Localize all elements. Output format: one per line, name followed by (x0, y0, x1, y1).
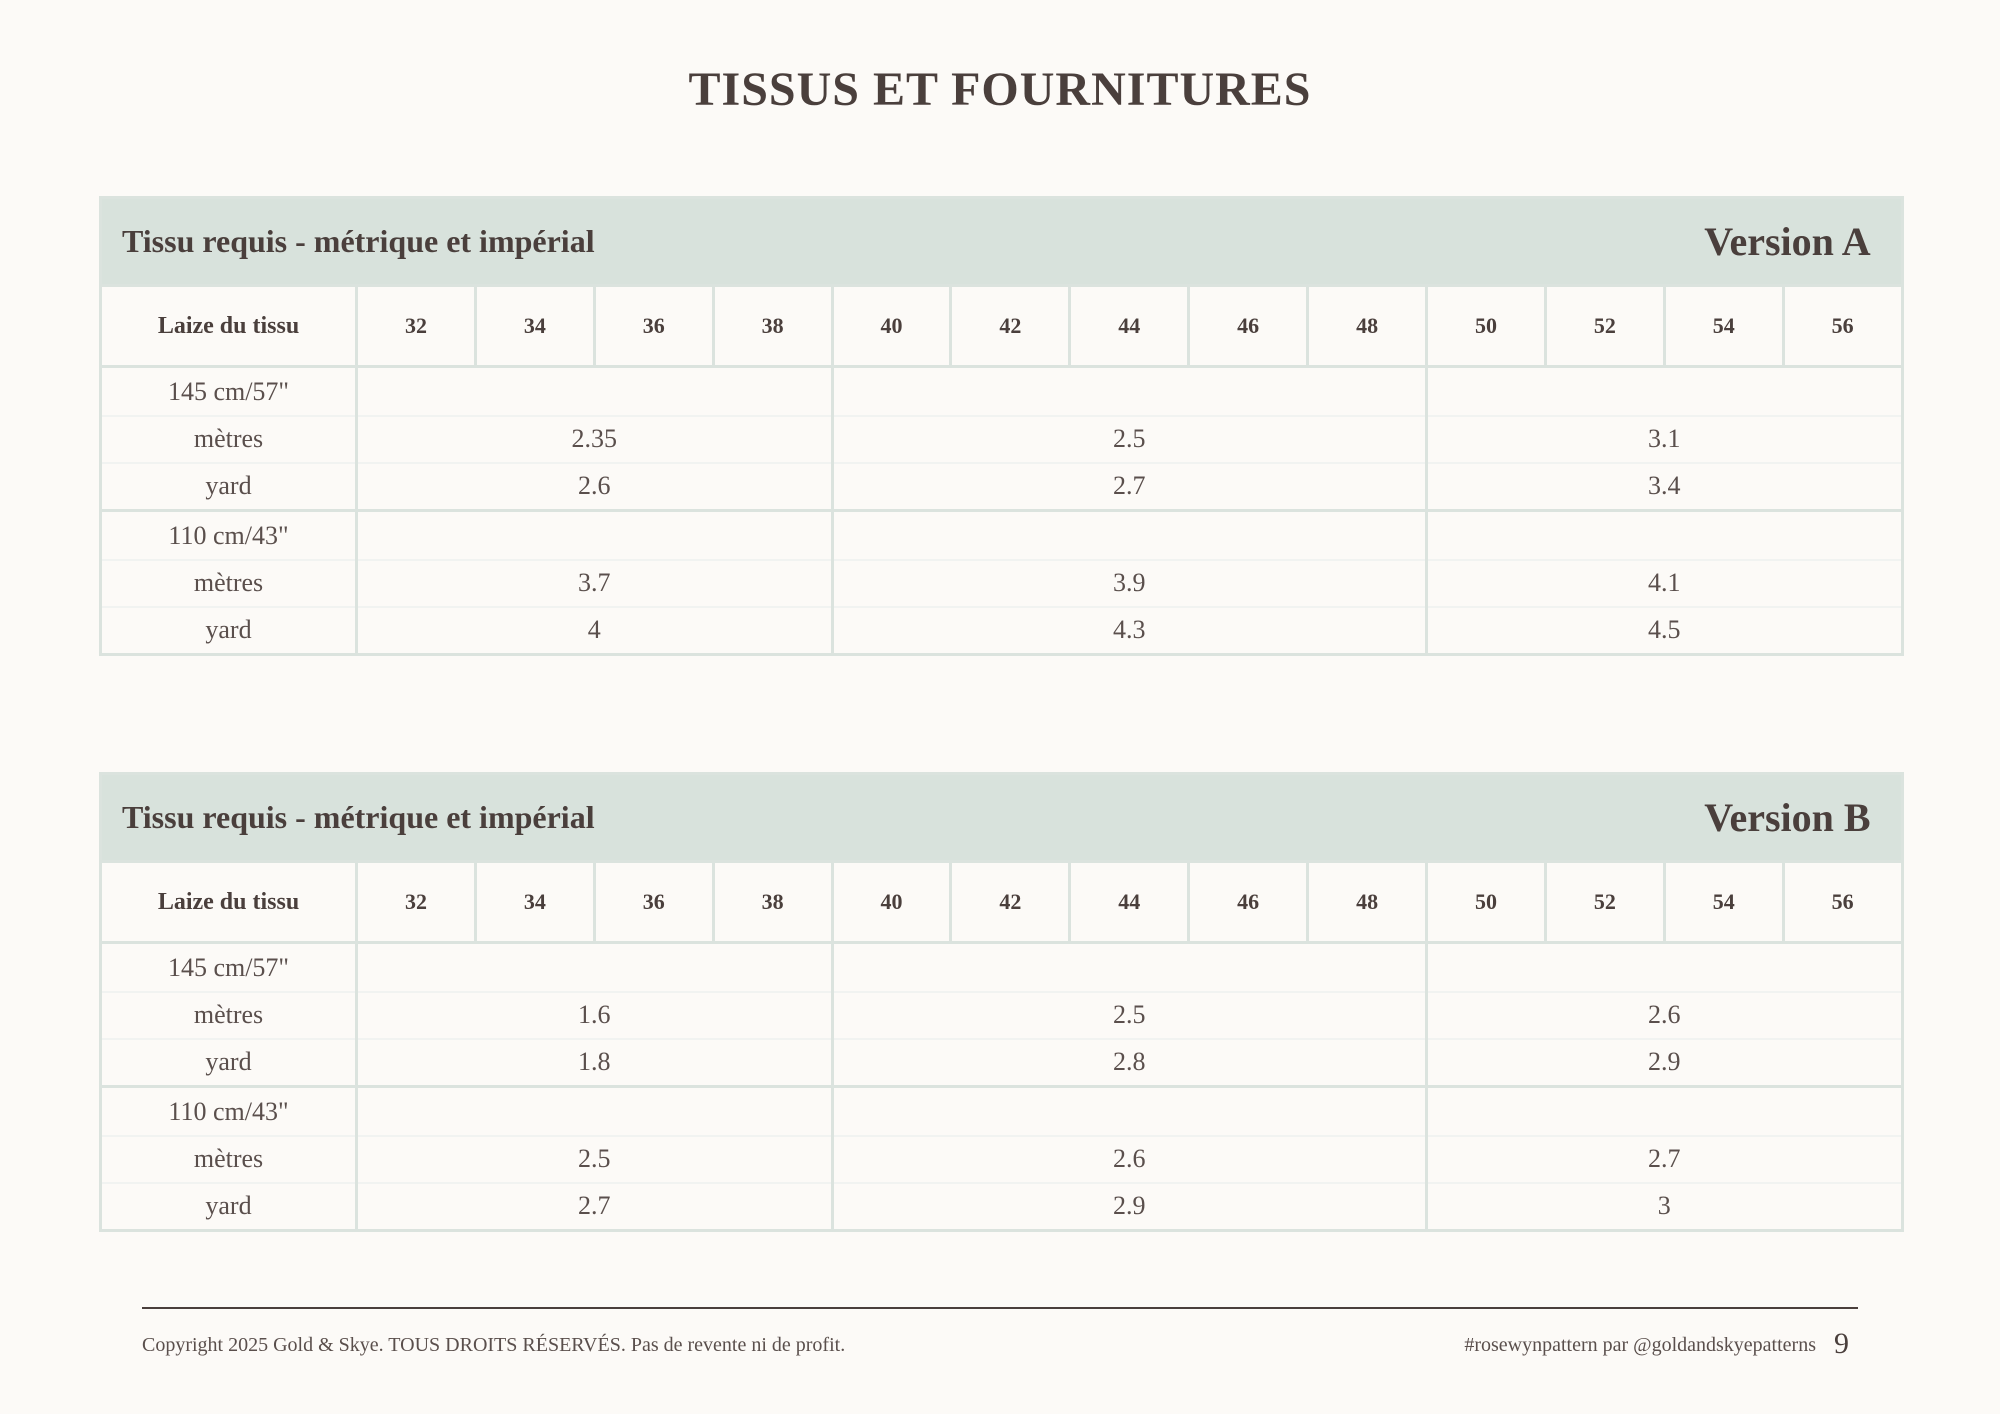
footer-copyright: Copyright 2025 Gold & Skye. TOUS DROITS RÉSERVÉS. Pas de revente ni de profit. (142, 1334, 846, 1356)
value-cell: 3.4 (1427, 462, 1903, 511)
yard-row (101, 606, 1903, 655)
value-cell: 4 (357, 606, 833, 655)
value-cell: 2.9 (1427, 1038, 1903, 1087)
value-cell: 3.7 (357, 559, 833, 606)
size-header-cell: 52 (1545, 862, 1664, 943)
page-number: 9 (1834, 1327, 1849, 1360)
size-header-cell: 46 (1189, 286, 1308, 367)
size-header-cell: 50 (1427, 286, 1546, 367)
value-cell: 2.5 (832, 415, 1426, 462)
fabric-width-row (101, 943, 1903, 992)
table-banner-title: Tissu requis - métrique et impérial (122, 223, 595, 259)
size-header-cell: 50 (1427, 862, 1546, 943)
value-cell: 2.6 (832, 1135, 1426, 1182)
value-cell: 2.8 (832, 1038, 1426, 1087)
unit-label: mètres (101, 991, 357, 1038)
laize-header: Laize du tissu (101, 862, 357, 943)
size-header-cell: 48 (1308, 862, 1427, 943)
value-cell: 4.3 (832, 606, 1426, 655)
unit-label: yard (101, 462, 357, 511)
unit-label: yard (101, 1182, 357, 1231)
size-header-cell: 52 (1545, 286, 1664, 367)
value-cell: 1.8 (357, 1038, 833, 1087)
unit-label: mètres (101, 559, 357, 606)
size-header-cell: 44 (1070, 286, 1189, 367)
size-header-cell: 48 (1308, 286, 1427, 367)
fabric-table-version-a (99, 196, 1904, 656)
metres-row (101, 1135, 1903, 1182)
size-header-cell: 56 (1783, 286, 1902, 367)
value-cell: 2.7 (1427, 1135, 1903, 1182)
size-header-cell: 36 (594, 286, 713, 367)
value-cell: 2.35 (357, 415, 833, 462)
size-header-cell: 34 (475, 862, 594, 943)
value-cell: 2.5 (357, 1135, 833, 1182)
size-header-cell: 38 (713, 862, 832, 943)
yard-row (101, 462, 1903, 511)
unit-label: yard (101, 606, 357, 655)
value-cell: 4.1 (1427, 559, 1903, 606)
fabric-width-label: 110 cm/43" (101, 1087, 357, 1136)
fabric-width-row (101, 1087, 1903, 1136)
value-cell: 2.9 (832, 1182, 1426, 1231)
table-banner-title: Tissu requis - métrique et impérial (122, 799, 595, 835)
yard-row (101, 1182, 1903, 1231)
value-cell: 2.6 (1427, 991, 1903, 1038)
value-cell: 3.1 (1427, 415, 1903, 462)
version-label: Version B (1704, 795, 1871, 840)
size-header-row (101, 286, 1903, 367)
size-header-cell: 46 (1189, 862, 1308, 943)
version-label: Version A (1704, 219, 1871, 264)
size-header-cell: 40 (832, 286, 951, 367)
size-header-cell: 56 (1783, 862, 1902, 943)
size-header-cell: 42 (951, 862, 1070, 943)
size-header-row (101, 862, 1903, 943)
fabric-width-row (101, 367, 1903, 416)
value-cell: 2.5 (832, 991, 1426, 1038)
fabric-width-label: 145 cm/57" (101, 367, 357, 416)
unit-label: yard (101, 1038, 357, 1087)
unit-label: mètres (101, 415, 357, 462)
size-header-cell: 54 (1664, 862, 1783, 943)
yard-row (101, 1038, 1903, 1087)
value-cell: 2.7 (832, 462, 1426, 511)
page-title: TISSUS ET FOURNITURES (688, 63, 1312, 116)
size-header-cell: 42 (951, 286, 1070, 367)
size-header-cell: 34 (475, 286, 594, 367)
fabric-width-row (101, 511, 1903, 560)
size-header-cell: 32 (357, 862, 476, 943)
metres-row (101, 991, 1903, 1038)
size-header-cell: 44 (1070, 862, 1189, 943)
size-header-cell: 36 (594, 862, 713, 943)
value-cell: 3 (1427, 1182, 1903, 1231)
laize-header: Laize du tissu (101, 286, 357, 367)
value-cell: 3.9 (832, 559, 1426, 606)
footer-credit: #rosewynpattern par @goldandskyepatterns (1464, 1334, 1816, 1356)
fabric-width-label: 145 cm/57" (101, 943, 357, 992)
value-cell: 1.6 (357, 991, 833, 1038)
table-banner (101, 774, 1903, 862)
metres-row (101, 415, 1903, 462)
value-cell: 2.7 (357, 1182, 833, 1231)
fabric-width-label: 110 cm/43" (101, 511, 357, 560)
footer-divider (142, 1307, 1858, 1309)
value-cell: 2.6 (357, 462, 833, 511)
metres-row (101, 559, 1903, 606)
size-header-cell: 40 (832, 862, 951, 943)
unit-label: mètres (101, 1135, 357, 1182)
value-cell: 4.5 (1427, 606, 1903, 655)
size-header-cell: 32 (357, 286, 476, 367)
fabric-table-version-b (99, 772, 1904, 1232)
size-header-cell: 38 (713, 286, 832, 367)
size-header-cell: 54 (1664, 286, 1783, 367)
table-banner (101, 198, 1903, 286)
